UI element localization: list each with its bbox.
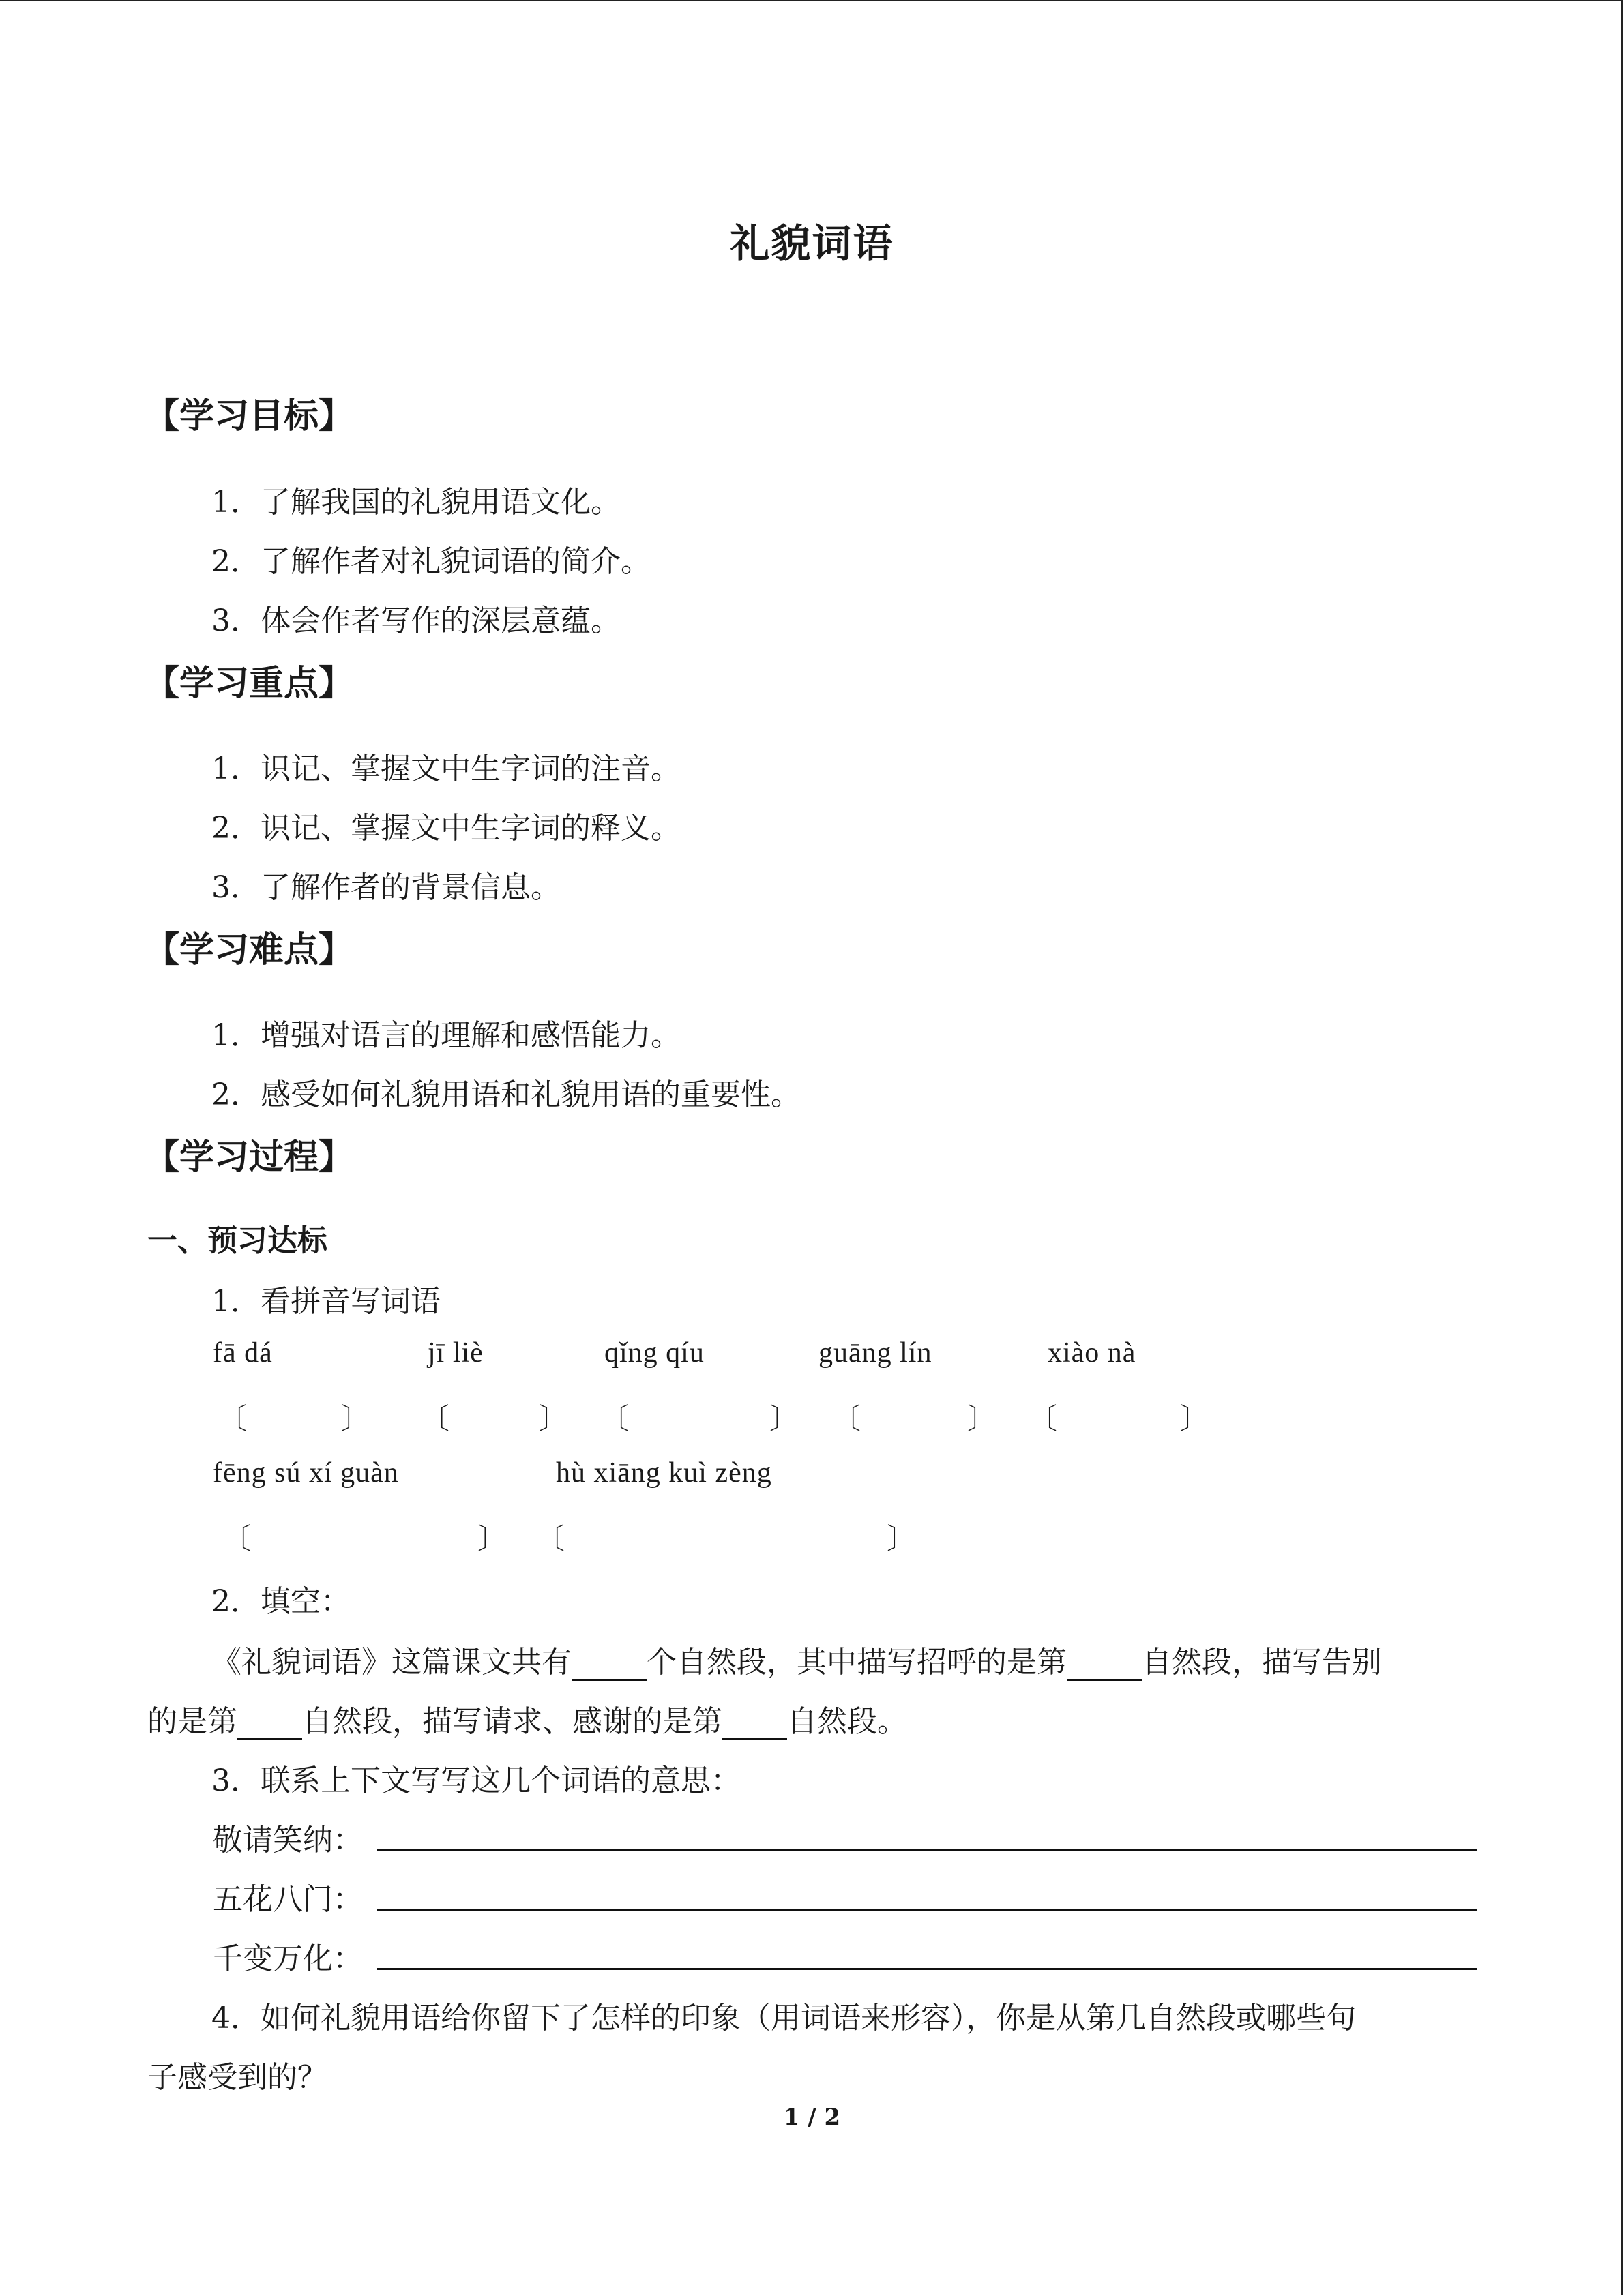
pinyin-jilie: jī liè (428, 1337, 484, 1369)
answer-box-close: 〕 (539, 1402, 568, 1435)
keypoint-item-3: 3．了解作者的背景信息。 (211, 870, 561, 905)
pinyin-qingqiu: qǐng qíu (604, 1337, 705, 1369)
q2-label: 2．填空： (211, 1584, 351, 1619)
q3-label: 3．联系上下文写写这几个词语的意思： (211, 1763, 741, 1798)
pinyin-guanglin: guāng lín (818, 1337, 932, 1369)
answer-box-close: 〕 (1180, 1402, 1209, 1435)
preview-heading: 一、预习达标 (147, 1223, 327, 1258)
answer-box-open: 〔 (218, 1402, 248, 1435)
answer-line-qianbianwanhua[interactable] (377, 1968, 1477, 1970)
q2-line-1 (211, 1637, 1382, 1681)
answer-box-close: 〕 (967, 1402, 996, 1435)
pinyin-fada: fā dá (213, 1337, 273, 1369)
pinyin-xiaona: xiào nà (1048, 1337, 1136, 1369)
goal-item-2: 2．了解作者对礼貌词语的简介。 (211, 544, 651, 579)
section-heading-difficulties: 【学习难点】 (145, 930, 354, 970)
difficulty-item-1: 1．增强对语言的理解和感悟能力。 (211, 1018, 681, 1053)
fill-blank-farewell[interactable] (237, 1708, 302, 1740)
answer-box-open: 〔 (222, 1522, 252, 1555)
q2-text: 的是第 (147, 1704, 237, 1739)
answer-box-open: 〔 (832, 1402, 861, 1435)
answer-box-close: 〕 (769, 1402, 799, 1435)
section-heading-keypoints: 【学习重点】 (145, 664, 354, 704)
answer-line-jingqingxiaona[interactable] (377, 1849, 1477, 1851)
answer-box-close: 〕 (477, 1522, 507, 1555)
answer-box-close: 〕 (341, 1402, 370, 1435)
q2-line-2 (147, 1697, 907, 1740)
q2-text: 自然段。 (787, 1704, 907, 1739)
difficulty-item-2: 2．感受如何礼貌用语和礼貌用语的重要性。 (211, 1077, 801, 1112)
answer-box-open: 〔 (600, 1402, 630, 1435)
fill-blank-greeting[interactable] (1067, 1649, 1142, 1681)
term-wuhuabamen: 五花八门： (213, 1882, 363, 1917)
term-jingqingxiaona: 敬请笑纳： (213, 1823, 363, 1858)
q4-line-2: 子感受到的？ (147, 2060, 327, 2095)
keypoint-item-2: 2．识记、掌握文中生字词的释义。 (211, 811, 681, 846)
q2-text: 自然段，描写告别 (1142, 1645, 1382, 1680)
answer-box-open: 〔 (1029, 1402, 1058, 1435)
term-qianbianwanhua: 千变万化： (213, 1941, 363, 1976)
answer-line-wuhuabamen[interactable] (377, 1909, 1477, 1911)
fill-blank-paragraph-count[interactable] (572, 1649, 647, 1681)
goal-item-3: 3．体会作者写作的深层意蕴。 (211, 603, 621, 638)
pinyin-fengsuxiguan: fēng sú xí guàn (213, 1457, 399, 1489)
page-number: 1 / 2 (783, 2104, 841, 2131)
q2-text: 自然段，描写请求、感谢的是第 (302, 1704, 722, 1739)
page-title: 礼貌词语 (730, 220, 894, 267)
answer-box-close: 〕 (887, 1522, 916, 1555)
answer-box-open: 〔 (421, 1402, 450, 1435)
pinyin-huxiangkuizeng: hù xiāng kuì zèng (556, 1457, 772, 1489)
keypoint-item-1: 1．识记、掌握文中生字词的注音。 (211, 751, 681, 786)
section-heading-goals: 【学习目标】 (145, 396, 354, 436)
answer-box-open: 〔 (536, 1522, 565, 1555)
goal-item-1: 1．了解我国的礼貌用语文化。 (211, 485, 621, 520)
q2-text: 《礼貌词语》这篇课文共有 (211, 1645, 572, 1680)
q4-line-1: 4．如何礼貌用语给你留下了怎样的印象（用词语来形容），你是从第几自然段或哪些句 (211, 2001, 1356, 2036)
section-heading-process: 【学习过程】 (145, 1137, 354, 1178)
q2-text: 个自然段，其中描写招呼的是第 (647, 1645, 1067, 1680)
q1-label: 1．看拼音写词语 (211, 1284, 441, 1319)
fill-blank-request-thanks[interactable] (722, 1708, 787, 1740)
